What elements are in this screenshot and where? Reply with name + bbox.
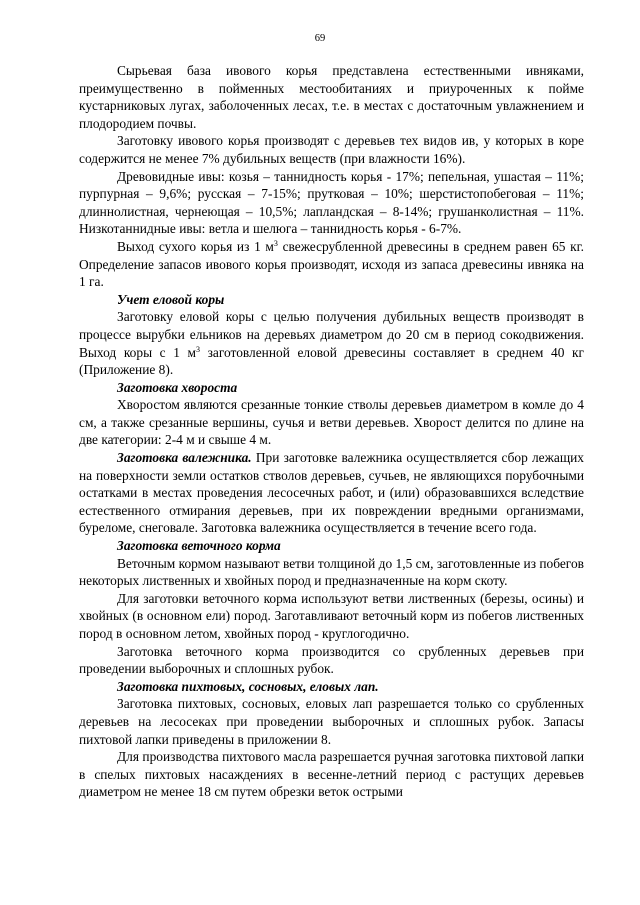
paragraph: Заготовка пихтовых, сосновых, еловых лап разрешается только со срубленных деревьев на лесосеках при проведении выборочных и сплошных рубок. Запасы пихтовой лапки приведены в приложении 8. [79, 696, 584, 747]
paragraph: Веточным кормом называют ветви толщиной до 1,5 см, заготовленные из побегов некоторых лиственных и хвойных пород и предназначенные на корм скоту. [79, 555, 584, 589]
superscript: 3 [196, 344, 201, 354]
paragraph-text: заготовленной еловой древесины составляет в среднем 40 кг (Приложение 8). [79, 344, 584, 378]
paragraph: Заготовку ивового корья производят с деревьев тех видов ив, у которых в коре содержится не менее 7% дубильных веществ (при влажности 16%). [79, 133, 584, 166]
paragraph [79, 238, 584, 291]
paragraph: Хворостом являются срезанные тонкие стволы деревьев диаметром в комле до 4 см, а также срезанные вершины, сучья и ветви деревьев. Хворост делится по длине на две категории: 2-4 м и свыше 4 м. [79, 397, 584, 448]
paragraph [79, 449, 584, 537]
page-number: 69 [314, 33, 326, 44]
paragraph: Сырьевая база ивового корья представлена естественными ивняками, преимущественно в пойменных местообитаниях и приуроченных к пойме кустарниковых лугах, заболоченных лесах, т.е. в местах с достаточным увлажнением и плодородием почвы. [79, 63, 584, 131]
inline-heading: Заготовка валежника. [117, 450, 252, 466]
section-heading: Заготовка хвороста [117, 379, 238, 395]
paragraph-text: Выход сухого корья из 1 м [117, 238, 274, 254]
paragraph-text: Заготовку еловой коры с целью получения дубильных веществ производят в процессе вырубки ельников на деревьях диаметром до 20 см в период сокодвижения. Выход коры с 1 м [79, 309, 584, 360]
document-body [79, 62, 584, 801]
section-heading: Учет еловой коры [117, 291, 225, 307]
paragraph: Для заготовки веточного корма используют ветви лиственных (березы, осины) и хвойных (в основном ели) пород. Заготавливают веточный корм из побегов лиственных пород в основном летом, хвойных пород - круглогодично. [79, 590, 584, 641]
paragraph [79, 308, 584, 378]
paragraph-text: свежесрубленной древесины в среднем равен 65 кг. Определение запасов ивового корья производят, исходя из запаса древесины ивняка на 1 га. [79, 238, 584, 290]
section-heading: Заготовка пихтовых, сосновых, еловых лап. [117, 678, 379, 694]
superscript: 3 [273, 238, 278, 248]
paragraph-text: При заготовке валежника осуществляется сбор лежащих на поверхности земли остатков стволов деревьев, сучьев, не являющихся порубочными остатками в местах проведения лесосечных работ, и (или) образовавшихся вследствие естественного отмирания деревьев, при их повреждении вредными организмами, буреломе, снеговале. Заготовка валежника осуществляется в течение всего года. [79, 450, 584, 536]
paragraph: Для производства пихтового масла разрешается ручная заготовка пихтовой лапки в спелых пихтовых насаждениях в весенне-летний период с растущих деревьев диаметром не менее 18 см путем обрезки веток острыми [79, 749, 584, 800]
paragraph: Заготовка веточного корма производится со срубленных деревьев при проведении выборочных и сплошных рубок. [79, 643, 584, 677]
paragraph: Древовидные ивы: козья – таннидность корья - 17%; пепельная, ушастая – 11%; пурпурная – 9,6%; русская – 7-15%; прутковая – 10%; шерстистопобеговая – 11%; длиннолистная, чернеющая – 10,5%; лапландская – 8-14%; грушанколистная – 11%. Низкотаннидные ивы: ветла и шелюга – таннидность корья - 6-7%. [79, 168, 584, 237]
section-heading: Заготовка веточного корма [117, 538, 281, 554]
